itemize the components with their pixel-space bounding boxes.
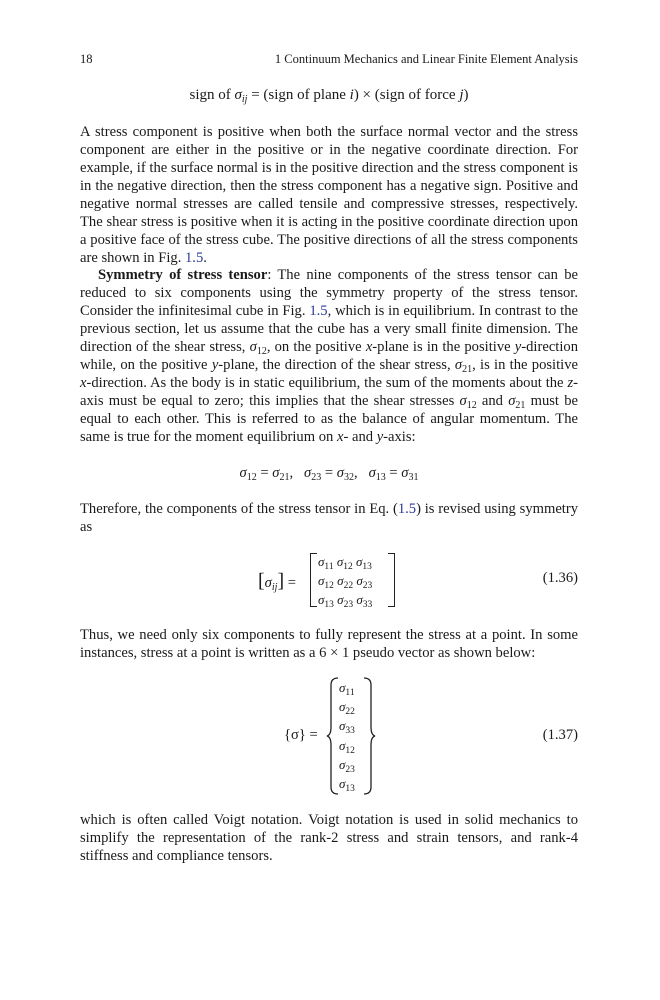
sign-equation: sign of $\sigma_{ij}$ = (sign of plane i) × (sign of force j) <box>189 87 469 105</box>
vector-entry: $\sigma_{13}$ <box>339 776 355 794</box>
matrix-row: $\sigma_{12}$ $\sigma_{22}$ $\sigma_{23}$ <box>318 573 373 591</box>
matrix-row: $\sigma_{11}$ $\sigma_{12}$ $\sigma_{13}$ <box>318 554 372 572</box>
paragraph-six-components: Thus, we need only six components to fully represent the stress at a point. In some instances, stress at a point is written as a 6 × 1 pseudo vector as shown below: <box>80 627 578 661</box>
vector-entry: $\sigma_{11}$ <box>339 680 355 698</box>
vector-entry: $\sigma_{33}$ <box>339 718 355 736</box>
page-number: 18 <box>80 52 93 66</box>
equation-link[interactable]: 1.5 <box>397 501 417 517</box>
matrix-lhs: $[\sigma_{ij}]$ = <box>258 570 296 593</box>
chapter-title: 1 Continuum Mechanics and Linear Finite Element Analysis <box>274 52 578 66</box>
matrix-row: $\sigma_{13}$ $\sigma_{23}$ $\sigma_{33}$ <box>318 592 373 610</box>
matrix-left-bracket <box>310 553 317 607</box>
matrix-right-bracket <box>388 553 395 607</box>
equation-number: (1.36) <box>542 570 578 586</box>
vector-entry: $\sigma_{22}$ <box>339 699 355 717</box>
paragraph-voigt: which is often called Voigt notation. Voigt notation is used in solid mechanics to simplify the representation of the rank-2 stress and strain tensors, and rank-4 stiffness and compliance tensors. <box>80 812 578 864</box>
equation-number: (1.37) <box>542 727 578 743</box>
paragraph-revised: Therefore, the components of the stress tensor in Eq. (1.5) is revised using symmetry as <box>80 501 579 535</box>
vector-entry: $\sigma_{12}$ <box>339 738 355 756</box>
paragraph-symmetry: Symmetry of stress tensor: The nine components of the stress tensor can be reduced to six components using the symmetry property of the stress tensor. Consider the infinitesimal cube in Fig. 1.5, which is in equilibrium. In contrast to the previous section, let us assume that the cube has a very small finite dimension. The direction of the shear stress, $\sigma_{12}$, on the positive x-plane is in the positive y-direction while, on the positive y-plane, the direction of the shear stress, $\sigma_{21}$, is in the positive x-direction. As the body is in static equilibrium, the sum of the moments about the z-axis must be equal to zero; this implies that the shear stresses $\sigma_{12}$ and $\sigma_{21}$ must be equal to each other. This is referred to as the balance of angular momentum. The same is true for the moment equilibrium on x- and y-axis: <box>80 267 578 445</box>
vector-entry: $\sigma_{23}$ <box>339 757 355 775</box>
vector-right-brace <box>360 677 376 795</box>
symmetry-heading: Symmetry of stress tensor <box>98 267 268 283</box>
vector-lhs: {σ} = <box>284 727 318 743</box>
figure-link[interactable]: 1.5 <box>185 250 204 266</box>
figure-link[interactable]: 1.5 <box>309 303 328 319</box>
symmetry-equation: $\sigma_{12} = \sigma_{21}$, $\sigma_{23} = \sigma_{32}$, $\sigma_{13} = \sigma_{31}$ <box>239 465 419 483</box>
paragraph-sign-convention: A stress component is positive when both the surface normal vector and the stress component are either in the positive or in the negative coordinate direction. For example, if the surface normal is in the positive direction and the stress component is in the negative direction, then the stress component has a negative sign. Positive and negative normal stresses are called tensile and compressive stresses, respectively. The shear stress is positive when it is acting in the positive coordinate direction upon a positive face of the stress cube. The positive directions of all the stress components are shown in Fig. 1.5. <box>80 124 578 266</box>
